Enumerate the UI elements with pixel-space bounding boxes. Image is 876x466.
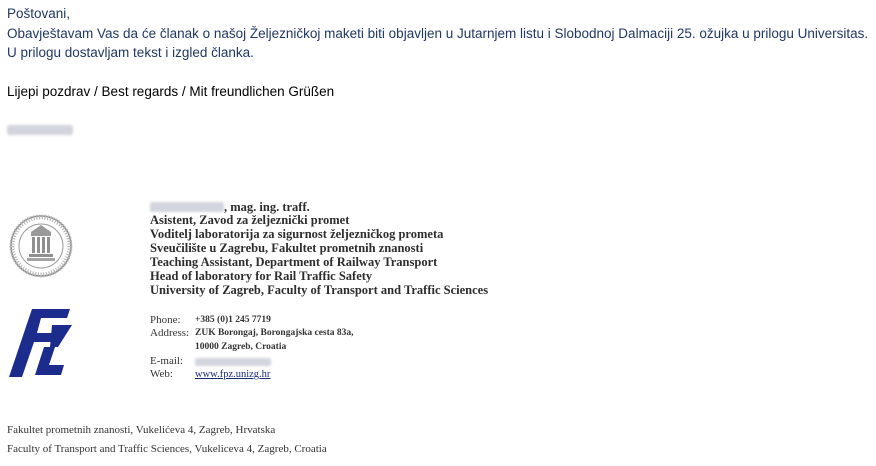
address-label: Address: [150, 327, 190, 339]
sender-name-redacted [7, 125, 73, 135]
footer-line-en: Faculty of Transport and Traffic Sciences, Vukeliceva 4, Zagreb, Croatia [7, 443, 327, 455]
fpz-logo-icon [8, 307, 74, 379]
closing-line: Lijepi pozdrav / Best regards / Mit freundlichen Grüßen [7, 84, 335, 99]
footer-line-hr: Fakultet prometnih znanosti, Vukelićeva 4, Zagreb, Hrvatska [7, 424, 276, 436]
address-line-2: 10000 Zagreb, Croatia [195, 342, 287, 352]
message-line-2: U prilogu dostavljam tekst i izgled članka. [7, 45, 254, 60]
message-line-1: Obavještavam Vas da će članak o našoj Željezničkoj maketi biti objavljen u Jutarnjem listu i Slobodnoj Dalmaciji 25. ožujka u prilogu Universitas. [7, 26, 869, 41]
signature-line-3: Sveučilište u Zagrebu, Fakultet prometnih znanosti [150, 241, 424, 255]
greeting: Poštovani, [7, 6, 71, 21]
signature-line-4: Teaching Assistant, Department of Railway Transport [150, 255, 438, 269]
phone-label: Phone: [150, 314, 181, 326]
signature-name-redacted [150, 202, 224, 212]
signature-degree: , mag. ing. traff. [224, 200, 310, 214]
address-line-1: ZUK Borongaj, Borongajska cesta 83a, [195, 328, 354, 338]
phone-value: +385 (0)1 245 7719 [195, 315, 271, 325]
signature-line-6: University of Zagreb, Faculty of Transport and Traffic Sciences [150, 283, 489, 297]
web-label: Web: [150, 368, 173, 380]
signature-line-5: Head of laboratory for Rail Traffic Safety [150, 269, 373, 283]
website-link[interactable]: www.fpz.unizg.hr [195, 369, 271, 380]
email-label: E-mail: [150, 355, 183, 367]
email-redacted-link[interactable] [195, 358, 271, 366]
signature-line-1: Asistent, Zavod za željeznički promet [150, 213, 350, 227]
signature-line-2: Voditelj laboratorija za sigurnost željezničkog prometa [150, 227, 444, 241]
university-seal-icon [9, 214, 73, 278]
